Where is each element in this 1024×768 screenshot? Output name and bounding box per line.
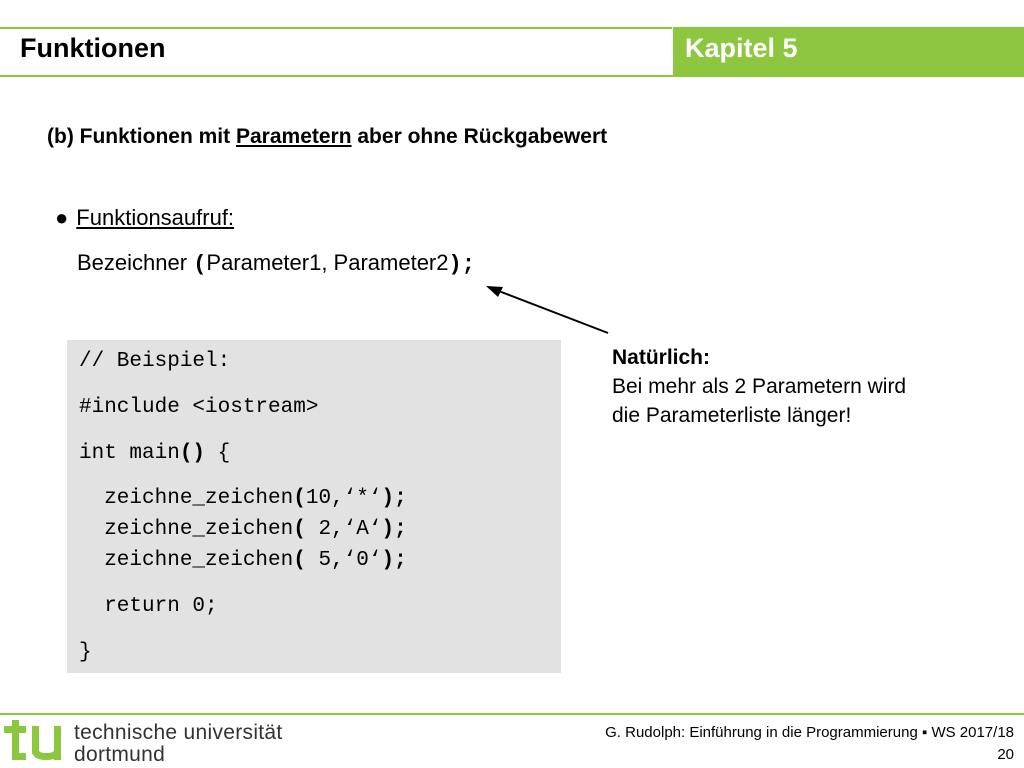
code-line-include: #include <iostream> <box>79 396 319 419</box>
section-subtitle <box>47 125 607 149</box>
note-heading: Natürlich: <box>612 346 711 369</box>
code-line-main <box>79 438 230 469</box>
code-call-1-args: 10,‘*‘ <box>305 487 382 510</box>
code-call-1-close: ); <box>381 487 407 510</box>
code-call-3-args: 5,‘0‘ <box>305 549 382 572</box>
call-close: ); <box>448 252 475 277</box>
slide-title: Funktionen <box>20 33 166 63</box>
code-call-2-name: zeichne_zeichen <box>79 518 294 541</box>
bullet-icon: ● <box>55 205 69 230</box>
code-line-call-3 <box>79 545 407 576</box>
chapter-badge <box>673 27 1024 75</box>
code-call-2-args: 2,‘A‘ <box>305 518 382 541</box>
university-line-2: dortmund <box>74 743 166 766</box>
code-line-call-2 <box>79 514 407 545</box>
note-line-2: die Parameterliste länger! <box>612 404 852 427</box>
university-line-1: technische universität <box>74 721 283 744</box>
call-syntax <box>77 250 475 277</box>
footer-rule <box>0 713 1024 715</box>
subtitle-prefix: (b) Funktionen mit <box>47 125 236 148</box>
code-call-1-open: ( <box>293 487 306 510</box>
header-bottom-rule <box>0 75 1024 77</box>
code-call-3-name: zeichne_zeichen <box>79 549 294 572</box>
code-line-call-1 <box>79 483 407 514</box>
code-call-2-close: ); <box>381 518 407 541</box>
code-line-comment: // Beispiel: <box>79 350 231 373</box>
bullet-label: Funktionsaufruf: <box>76 205 235 230</box>
note-line-1: Bei mehr als 2 Parametern wird <box>612 375 907 398</box>
chapter-label: Kapitel 5 <box>685 33 798 63</box>
footer-page-number: 20 <box>997 746 1014 763</box>
code-call-1-name: zeichne_zeichen <box>79 487 294 510</box>
call-params: Parameter1, Parameter2 <box>206 250 449 275</box>
tu-logo-icon <box>4 720 70 766</box>
bullet-item <box>55 205 234 231</box>
code-example-box <box>67 340 561 673</box>
footer-course: G. Rudolph: Einführung in die Programmierung ▪ WS 2017/18 <box>605 724 1014 741</box>
call-open-paren: ( <box>193 252 207 277</box>
code-call-3-open: ( <box>293 549 306 572</box>
callout-note <box>612 343 906 430</box>
call-name: Bezeichner <box>77 250 194 275</box>
code-call-3-close: ); <box>381 549 407 572</box>
code-line-return: return 0; <box>79 595 218 618</box>
university-name <box>74 722 283 766</box>
header-top-rule <box>0 27 672 29</box>
code-main-parens: () <box>179 442 206 465</box>
subtitle-underlined: Parametern <box>235 125 352 148</box>
code-line-close-brace: } <box>79 641 92 664</box>
code-main-brace: { <box>205 442 231 465</box>
subtitle-suffix: aber ohne Rückgabewert <box>351 125 608 148</box>
code-call-2-open: ( <box>293 518 306 541</box>
footer-info <box>605 722 1014 766</box>
code-main-kw: int main <box>79 442 180 465</box>
